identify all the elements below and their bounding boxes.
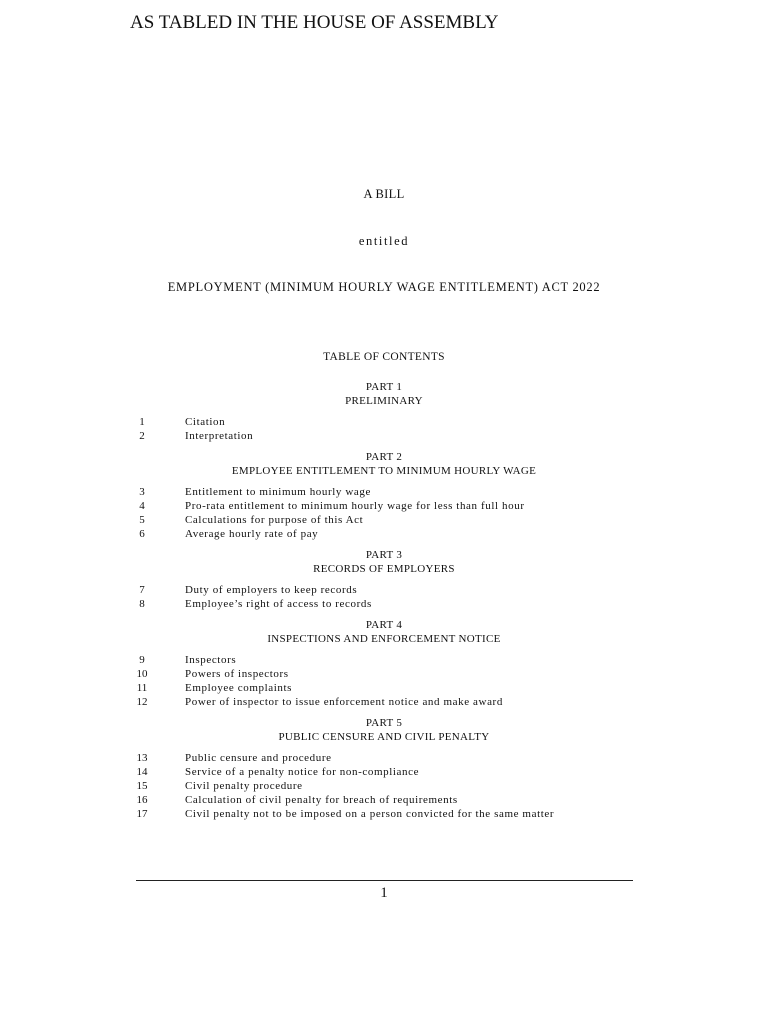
part-label: PART 5	[365, 717, 403, 729]
toc-item-link[interactable]: Employee complaints	[185, 682, 293, 694]
toc-item-link[interactable]: Employee’s right of access to records	[185, 598, 372, 610]
part-label: PART 2	[365, 451, 403, 463]
toc-item-number: 1	[139, 416, 145, 428]
toc-item-link[interactable]: Citation	[185, 416, 226, 428]
toc-item-number: 16	[136, 794, 148, 806]
part-title: PUBLIC CENSURE AND CIVIL PENALTY	[278, 731, 490, 743]
bill-label: A BILL	[363, 187, 405, 201]
toc-item-number: 3	[139, 486, 145, 498]
toc-item-number: 14	[136, 766, 148, 778]
toc-item-link[interactable]: Civil penalty procedure	[185, 780, 303, 792]
toc-item-number: 9	[139, 654, 145, 666]
toc-item-link[interactable]: Inspectors	[185, 654, 237, 666]
part-label: PART 4	[365, 619, 403, 631]
toc-item-number: 7	[139, 584, 145, 596]
part-title: EMPLOYEE ENTITLEMENT TO MINIMUM HOURLY WAGE	[231, 465, 537, 477]
assembly-header: AS TABLED IN THE HOUSE OF ASSEMBLY	[130, 12, 499, 33]
toc-item-link[interactable]: Service of a penalty notice for non-compliance	[185, 766, 420, 778]
part-title: RECORDS OF EMPLOYERS	[313, 563, 455, 575]
toc-item-link[interactable]: Power of inspector to issue enforcement notice and make award	[185, 696, 503, 708]
toc-item-link[interactable]: Duty of employers to keep records	[185, 584, 358, 596]
toc-item-link[interactable]: Civil penalty not to be imposed on a person convicted for the same matter	[185, 808, 555, 820]
toc-item-number: 11	[136, 682, 148, 694]
toc-item-number: 4	[139, 500, 145, 512]
toc-item-number: 2	[139, 430, 145, 442]
toc-item-link[interactable]: Public censure and procedure	[185, 752, 332, 764]
toc-item-number: 12	[136, 696, 148, 708]
toc-item-link[interactable]: Calculations for purpose of this Act	[185, 514, 364, 526]
toc-item-link[interactable]: Calculation of civil penalty for breach of requirements	[185, 794, 458, 806]
toc-item-number: 17	[136, 808, 148, 820]
toc-item-number: 5	[139, 514, 145, 526]
toc-item-link[interactable]: Average hourly rate of pay	[185, 528, 319, 540]
part-label: PART 3	[365, 549, 403, 561]
part-title: INSPECTIONS AND ENFORCEMENT NOTICE	[267, 633, 501, 645]
toc-item-number: 13	[136, 752, 148, 764]
part-title: PRELIMINARY	[345, 395, 423, 407]
footer-divider	[136, 880, 633, 881]
part-label: PART 1	[365, 381, 403, 393]
toc-item-link[interactable]: Interpretation	[185, 430, 254, 442]
toc-item-link[interactable]: Pro-rata entitlement to minimum hourly wage for less than full hour	[185, 500, 525, 512]
toc-item-link[interactable]: Entitlement to minimum hourly wage	[185, 486, 371, 498]
toc-item-number: 6	[139, 528, 145, 540]
toc-item-number: 10	[136, 668, 148, 680]
toc-item-number: 15	[136, 780, 148, 792]
toc-heading: TABLE OF CONTENTS	[323, 351, 445, 363]
page-number: 1	[380, 885, 388, 901]
toc-item-link[interactable]: Powers of inspectors	[185, 668, 289, 680]
bill-title: EMPLOYMENT (MINIMUM HOURLY WAGE ENTITLEMENT) ACT 2022	[167, 280, 601, 294]
entitled-label: entitled	[358, 234, 410, 248]
toc-item-number: 8	[139, 598, 145, 610]
